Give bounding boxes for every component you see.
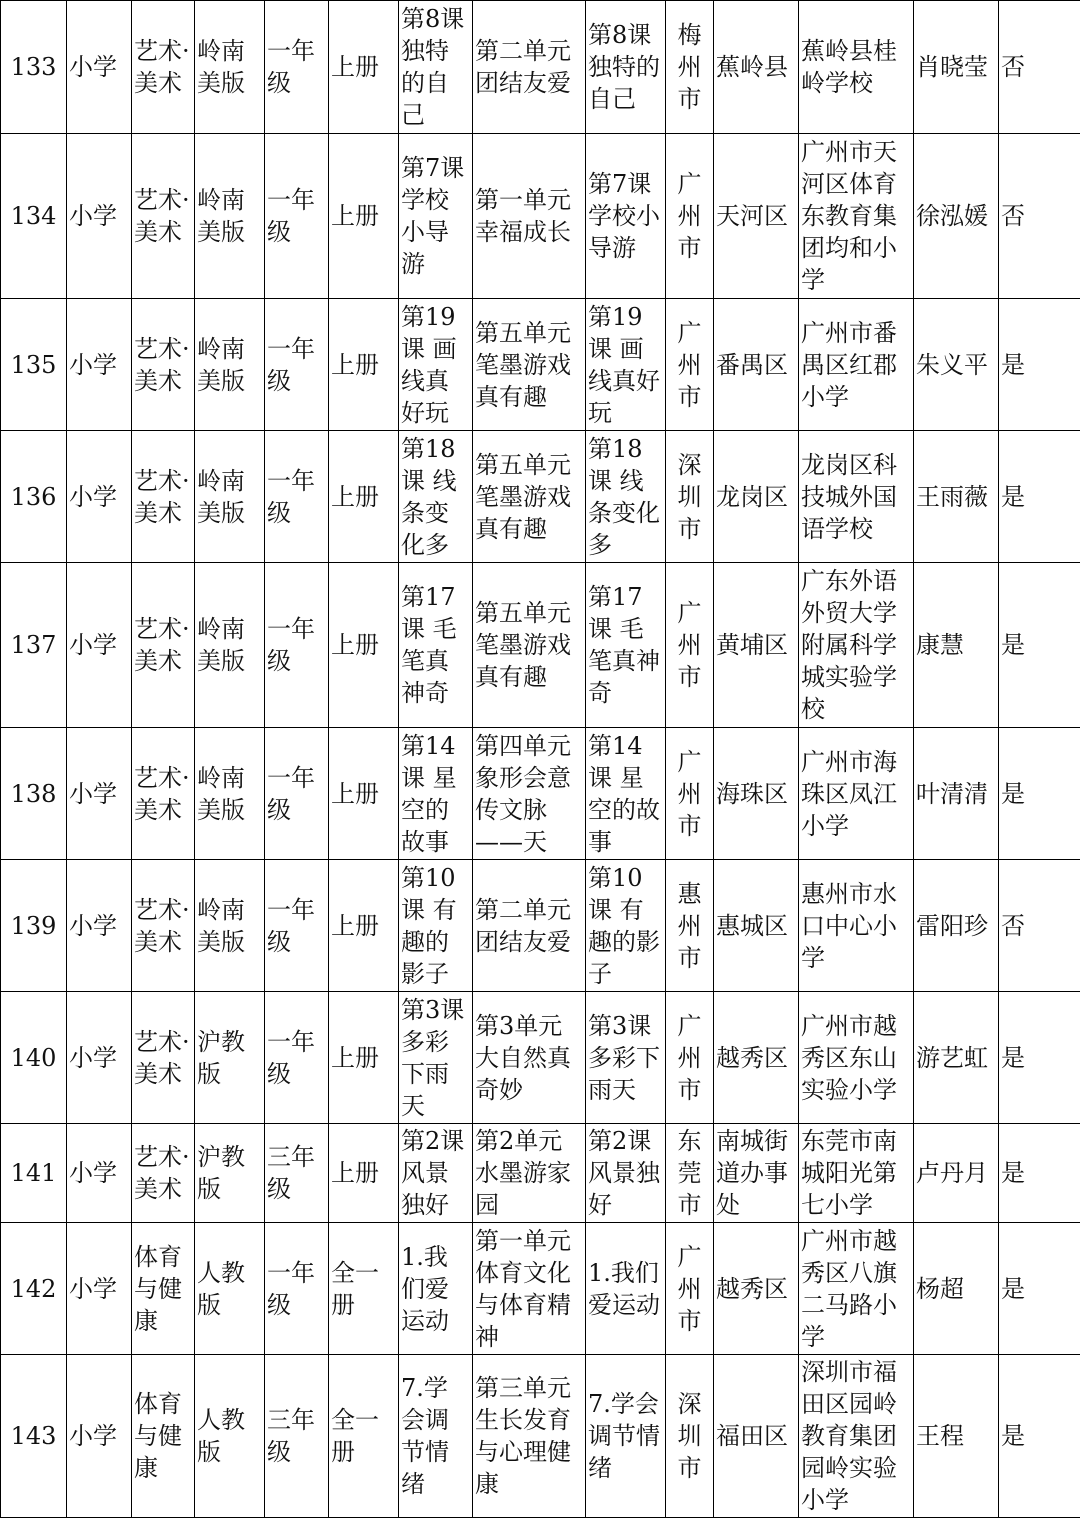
row-number: 133 [1,1,67,134]
district: 越秀区 [714,992,799,1124]
edition: 沪教版 [195,992,265,1124]
table-row [1,431,1080,563]
lesson-topic: 1.我们爱运动 [586,1223,666,1355]
unit: 第五单元笔墨游戏真有趣 [473,563,586,728]
lesson: 第18课 线条变化多 [399,431,473,563]
lesson-topic: 第19课 画线真好玩 [586,299,666,431]
grade: 一年级 [265,299,329,431]
teacher: 叶清清 [914,728,999,860]
teacher: 游艺虹 [914,992,999,1124]
city: 深圳市 [666,431,714,563]
district: 惠城区 [714,860,799,992]
status-flag: 是 [999,563,1080,728]
volume: 上册 [329,431,399,563]
volume: 上册 [329,1,399,134]
city: 广州市 [666,992,714,1124]
district: 天河区 [714,134,799,299]
unit: 第一单元体育文化与体育精神 [473,1223,586,1355]
grade: 一年级 [265,1223,329,1355]
subject: 艺术·美术 [132,431,195,563]
lesson-topic: 7.学会调节情绪 [586,1355,666,1518]
city: 深圳市 [666,1355,714,1518]
subject: 体育与健康 [132,1355,195,1518]
edition: 沪教版 [195,1124,265,1223]
grade: 一年级 [265,134,329,299]
school-stage: 小学 [67,431,132,563]
district: 黄埔区 [714,563,799,728]
district: 越秀区 [714,1223,799,1355]
city: 惠州市 [666,860,714,992]
teacher: 杨超 [914,1223,999,1355]
row-number: 139 [1,860,67,992]
lesson-topic: 第18课 线条变化多 [586,431,666,563]
edition: 岭南美版 [195,431,265,563]
table-row [1,563,1080,728]
unit: 第一单元幸福成长 [473,134,586,299]
unit: 第3单元大自然真奇妙 [473,992,586,1124]
volume: 上册 [329,1124,399,1223]
status-flag: 否 [999,860,1080,992]
table-row [1,134,1080,299]
city: 广州市 [666,299,714,431]
subject: 艺术·美术 [132,134,195,299]
lesson-topic: 第8课独特的自己 [586,1,666,134]
edition: 人教版 [195,1355,265,1518]
subject: 艺术·美术 [132,1,195,134]
school: 广州市海珠区凤江小学 [799,728,914,860]
edition: 岭南美版 [195,563,265,728]
row-number: 136 [1,431,67,563]
row-number: 141 [1,1124,67,1223]
lesson: 第2课风景独好 [399,1124,473,1223]
school: 蕉岭县桂岭学校 [799,1,914,134]
status-flag: 否 [999,134,1080,299]
school: 广东外语外贸大学附属科学城实验学校 [799,563,914,728]
unit: 第三单元生长发育与心理健康 [473,1355,586,1518]
teacher: 卢丹月 [914,1124,999,1223]
grade: 一年级 [265,431,329,563]
status-flag: 是 [999,992,1080,1124]
table-row [1,1,1080,134]
lesson: 第19课 画线真好玩 [399,299,473,431]
city: 广州市 [666,728,714,860]
teacher: 徐泓媛 [914,134,999,299]
grade: 一年级 [265,860,329,992]
lesson: 7.学会调节情绪 [399,1355,473,1518]
unit: 第二单元团结友爱 [473,1,586,134]
district: 南城街道办事处 [714,1124,799,1223]
city: 广州市 [666,134,714,299]
edition: 岭南美版 [195,299,265,431]
lesson: 第10课 有趣的影子 [399,860,473,992]
subject: 体育与健康 [132,1223,195,1355]
table-row [1,728,1080,860]
status-flag: 是 [999,299,1080,431]
teacher: 王程 [914,1355,999,1518]
grade: 三年级 [265,1355,329,1518]
city: 广州市 [666,1223,714,1355]
volume: 上册 [329,992,399,1124]
grade: 三年级 [265,1124,329,1223]
school-stage: 小学 [67,860,132,992]
lesson-topic: 第17课 毛笔真神奇 [586,563,666,728]
school: 东莞市南城阳光第七小学 [799,1124,914,1223]
row-number: 143 [1,1355,67,1518]
status-flag: 是 [999,431,1080,563]
district: 蕉岭县 [714,1,799,134]
lesson: 1.我们爱运动 [399,1223,473,1355]
school-stage: 小学 [67,728,132,860]
volume: 全一册 [329,1223,399,1355]
subject: 艺术·美术 [132,728,195,860]
lesson-topic: 第3课多彩下雨天 [586,992,666,1124]
row-number: 134 [1,134,67,299]
teacher: 肖晓莹 [914,1,999,134]
subject: 艺术·美术 [132,1124,195,1223]
edition: 岭南美版 [195,134,265,299]
lesson-topic: 第2课风景独好 [586,1124,666,1223]
district: 龙岗区 [714,431,799,563]
teacher: 王雨薇 [914,431,999,563]
school-stage: 小学 [67,1355,132,1518]
edition: 岭南美版 [195,1,265,134]
status-flag: 是 [999,1124,1080,1223]
row-number: 135 [1,299,67,431]
school-stage: 小学 [67,1124,132,1223]
teacher: 康慧 [914,563,999,728]
volume: 上册 [329,860,399,992]
edition: 岭南美版 [195,728,265,860]
school-stage: 小学 [67,134,132,299]
subject: 艺术·美术 [132,299,195,431]
row-number: 140 [1,992,67,1124]
table-row [1,860,1080,992]
edition: 人教版 [195,1223,265,1355]
city: 东莞市 [666,1124,714,1223]
unit: 第二单元团结友爱 [473,860,586,992]
unit: 第五单元笔墨游戏真有趣 [473,431,586,563]
lesson: 第8课独特的自己 [399,1,473,134]
district: 海珠区 [714,728,799,860]
teacher: 朱义平 [914,299,999,431]
status-flag: 是 [999,1223,1080,1355]
grade: 一年级 [265,992,329,1124]
table-row [1,299,1080,431]
school: 广州市越秀区东山实验小学 [799,992,914,1124]
volume: 上册 [329,563,399,728]
unit: 第2单元水墨游家园 [473,1124,586,1223]
unit: 第五单元笔墨游戏真有趣 [473,299,586,431]
status-flag: 是 [999,728,1080,860]
school: 广州市番禺区红郡小学 [799,299,914,431]
row-number: 142 [1,1223,67,1355]
school: 龙岗区科技城外国语学校 [799,431,914,563]
subject: 艺术·美术 [132,563,195,728]
district: 福田区 [714,1355,799,1518]
city: 梅州市 [666,1,714,134]
lesson: 第7课学校小导游 [399,134,473,299]
lesson: 第17课 毛笔真神奇 [399,563,473,728]
school-stage: 小学 [67,1,132,134]
lesson: 第14课 星空的故事 [399,728,473,860]
district: 番禺区 [714,299,799,431]
unit: 第四单元象形会意传文脉——天 [473,728,586,860]
school: 广州市越秀区八旗二马路小学 [799,1223,914,1355]
lesson: 第3课多彩下雨天 [399,992,473,1124]
school-stage: 小学 [67,992,132,1124]
grade: 一年级 [265,1,329,134]
school-stage: 小学 [67,1223,132,1355]
table-row [1,1355,1080,1518]
school: 深圳市福田区园岭教育集团园岭实验小学 [799,1355,914,1518]
volume: 全一册 [329,1355,399,1518]
school: 惠州市水口中心小学 [799,860,914,992]
volume: 上册 [329,134,399,299]
table-row [1,1223,1080,1355]
status-flag: 否 [999,1,1080,134]
subject: 艺术·美术 [132,860,195,992]
city: 广州市 [666,563,714,728]
grade: 一年级 [265,563,329,728]
lesson-topic: 第7课学校小导游 [586,134,666,299]
edition: 岭南美版 [195,860,265,992]
school-stage: 小学 [67,563,132,728]
grade: 一年级 [265,728,329,860]
lesson-topic: 第14课 星空的故事 [586,728,666,860]
volume: 上册 [329,728,399,860]
status-flag: 是 [999,1355,1080,1518]
school-stage: 小学 [67,299,132,431]
table-row [1,992,1080,1124]
school: 广州市天河区体育东教育集团均和小学 [799,134,914,299]
teacher: 雷阳珍 [914,860,999,992]
table-row [1,1124,1080,1223]
row-number: 137 [1,563,67,728]
volume: 上册 [329,299,399,431]
row-number: 138 [1,728,67,860]
lesson-topic: 第10课 有趣的影子 [586,860,666,992]
subject: 艺术·美术 [132,992,195,1124]
